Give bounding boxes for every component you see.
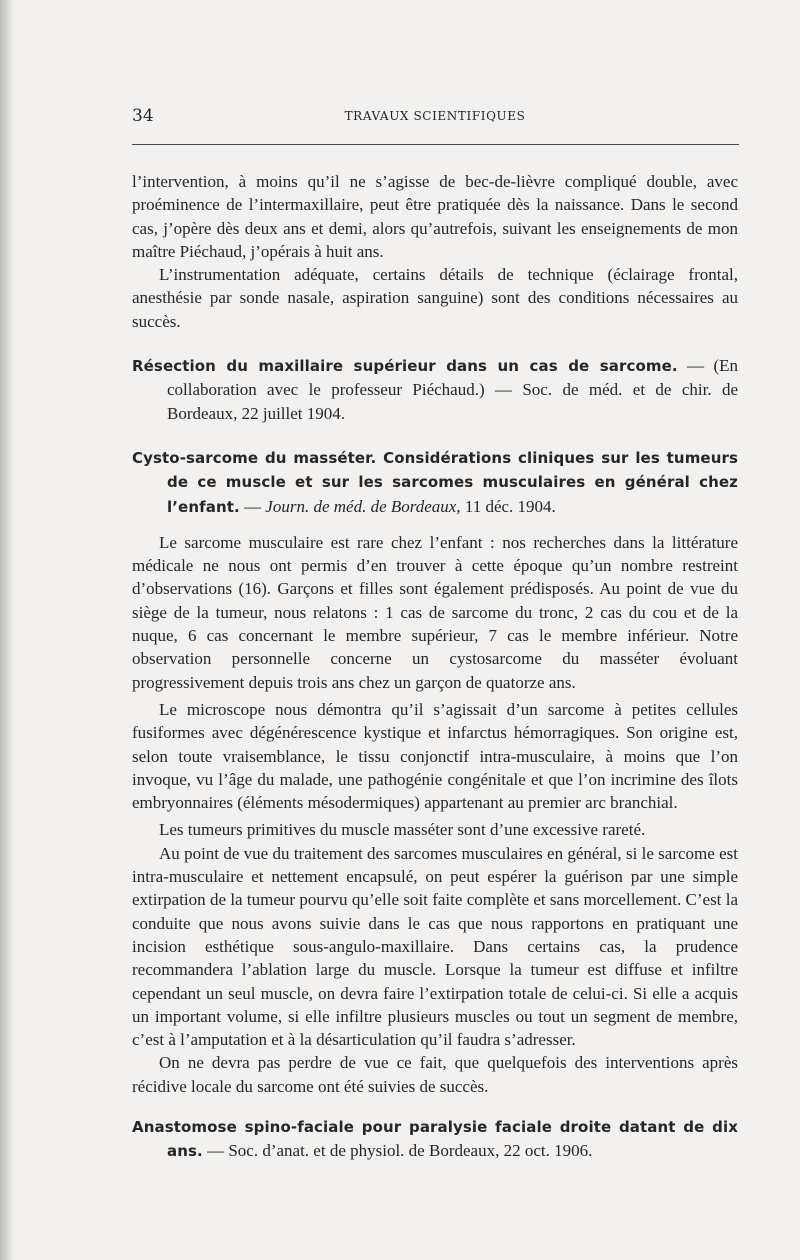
bibliography-entry-resection xyxy=(132,354,738,425)
entry-date: 11 déc. 1904. xyxy=(460,496,556,516)
paragraph-instrumentation: L’instrumentation adéquate, certains détails de technique (éclairage frontal, anesthésie par sonde nasale, aspiration sanguine) sont des conditions nécessaires au succès. xyxy=(132,265,738,331)
entry-citation: — Soc. d’anat. et de physiol. de Bordeaux, 22 oct. 1906. xyxy=(202,1141,593,1161)
bibliography-entry-anastomose xyxy=(132,1115,738,1164)
page-header xyxy=(132,104,738,128)
header-rule xyxy=(132,144,739,145)
entry-title: Anastomose spino-faciale pour paralysie faciale droite datant de dix ans. xyxy=(132,1117,738,1161)
paragraph-continuation: l’intervention, à moins qu’il ne s’agisse de bec-de-lièvre compliqué double, avec proéminence de l’intermaxillaire, peut être pratiquée dès la naissance. Dans le second cas, j’opère dès deux ans et demi, alors qu’autrefois, suivant les enseignements de mon maître Piéchaud, j’opérais à huit ans. xyxy=(132,172,738,261)
paragraph-microscope: Le microscope nous démontra qu’il s’agissait d’un sarcome à petites cellules fusiformes avec dégénérescence kystique et infarctus hémorragiques. Son origine est, selon toute vraisemblance, le tissu conjonctif intra-musculaire, à moins que l’on invoque, vu l’âge du malade, une pathogénie congénitale et que l’on incrimine des îlots embryonnaires (éléments mésodermiques) appartenant au premier arc branchial. xyxy=(132,699,738,813)
entry-journal: Journ. de méd. de Bordeaux, xyxy=(265,496,461,516)
paragraph-traitement: Au point de vue du traitement des sarcomes musculaires en général, si le sarcome est intra-musculaire et nettement encapsulé, on peut espérer la guérison par une simple extirpation de la tumeur pourvu qu’elle soit faite complète et sans morcellement. C’est la conduite que nous avons suivie dans le cas que nous rapportons en pratiquant une incision esthétique sous-angulo-maxillaire. Dans certains cas, la prudence recommandera l’ablation large du muscle. Lorsque la tumeur est diffuse et infiltre cependant un seul muscle, on devra faire l’extirpation totale de celui-ci. Si elle a acquis un important volume, si elle infiltre plusieurs muscles ou tout un segment de membre, c’est à l’amputation et à la désarticulation qu’il faudra s’adresser. xyxy=(132,843,738,1050)
entry-title: Cysto-sarcome du masséter. Considérations cliniques sur les tumeurs de ce muscle et sur les sarcomes musculaires en général chez l’enfant. xyxy=(132,448,738,516)
paragraph-recidive: On ne devra pas perdre de vue ce fait, que quelquefois des interventions après récidive locale du sarcome ont été suivies de succès. xyxy=(132,1053,738,1096)
paragraph-tumeurs-primitives: Les tumeurs primitives du muscle masséter sont d’une excessive rareté. xyxy=(159,820,646,840)
paragraph-sarcome-musculaire: Le sarcome musculaire est rare chez l’enfant : nos recherches dans la littérature médicale ne nous ont permis d’en trouver à cette époque qu’un nombre restreint d’observations (16). Garçons et filles sont également prédisposés. Au point de vue du siège de la tumeur, nous relatons : 1 cas de sarcome du tronc, 2 cas du cou et de la nuque, 6 cas concernant le membre supérieur, 7 cas le membre inférieur. Notre observation personnelle concerne un cystosarcome du masséter évoluant progressivement depuis trois ans chez un garçon de quatorze ans. xyxy=(132,532,738,692)
page-edge-shadow xyxy=(0,0,16,1260)
bibliography-entry-cysto-sarcome xyxy=(132,446,738,519)
page-number: 34 xyxy=(132,106,154,126)
entry-citation: — (En collaboration avec le professeur Piéchaud.) — Soc. de méd. et de chir. de Bordeaux, 22 juillet 1904. xyxy=(167,356,738,423)
page-body xyxy=(132,170,738,1164)
entry-title: Résection du maxillaire supérieur dans un cas de sarcome. xyxy=(132,357,678,376)
entry-dash: — xyxy=(239,496,266,516)
running-title: TRAVAUX SCIENTIFIQUES xyxy=(344,109,526,123)
